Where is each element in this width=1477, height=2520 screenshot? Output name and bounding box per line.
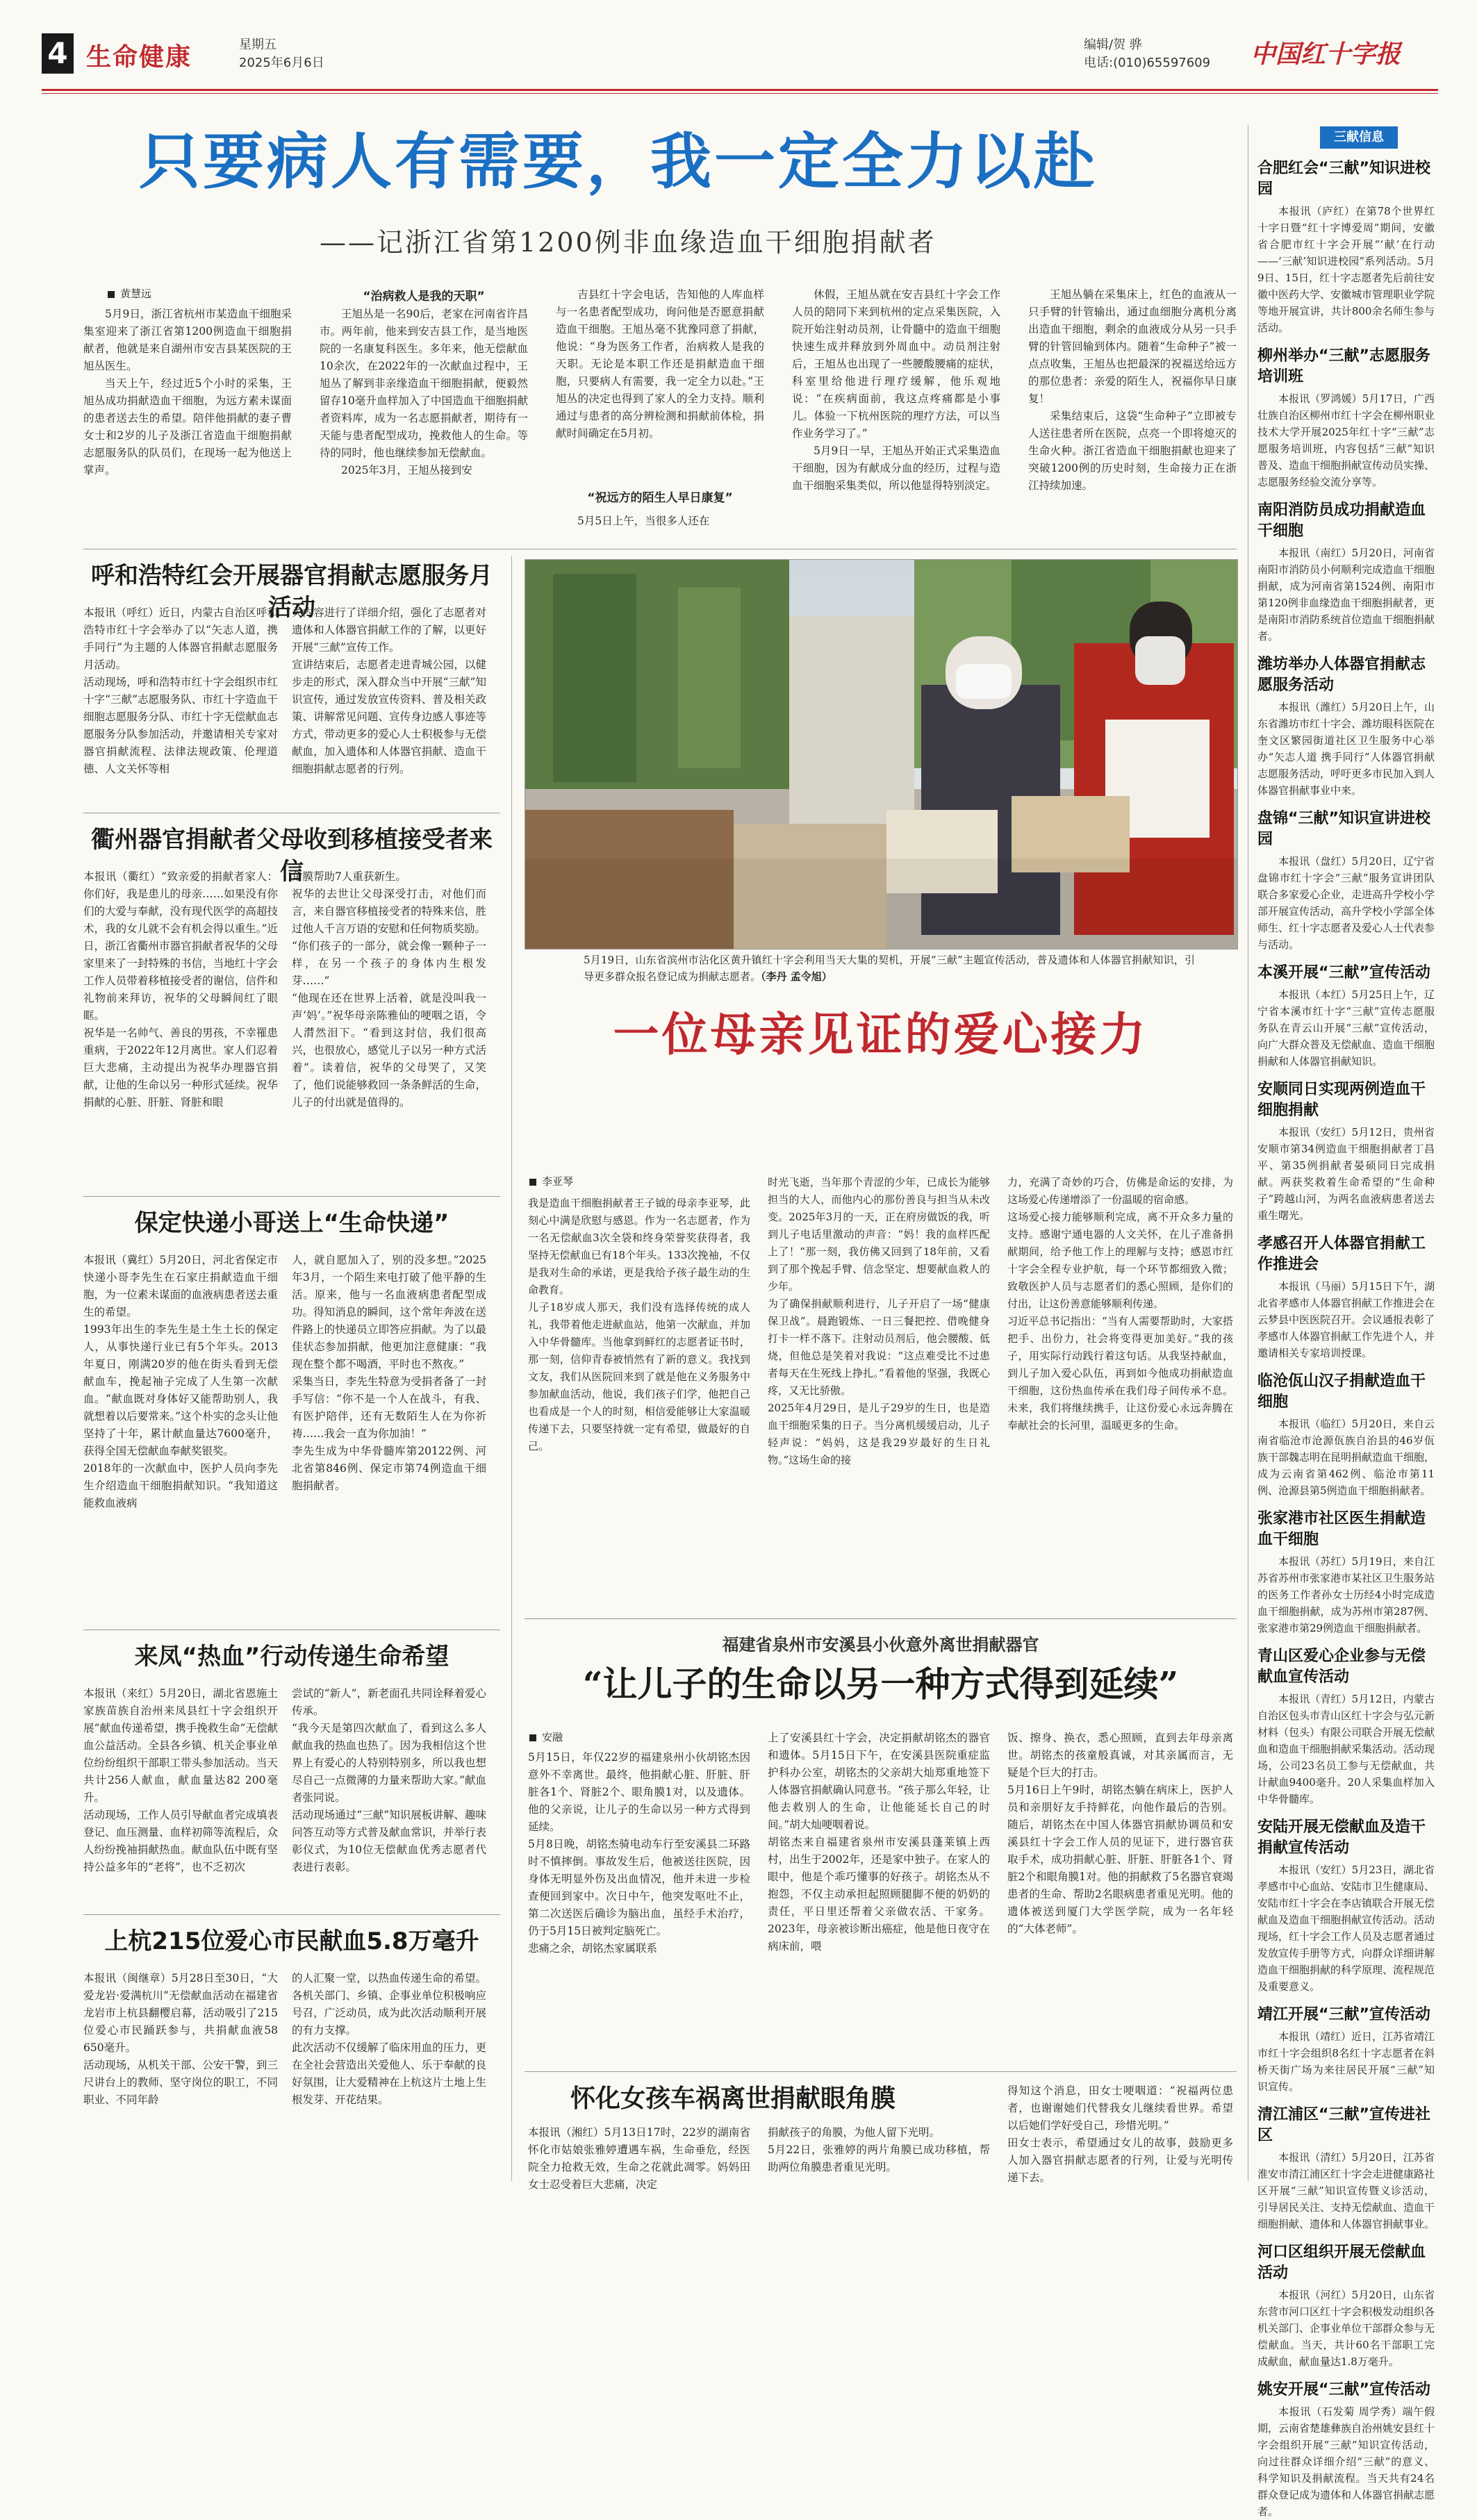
jiaomo-title: 怀化女孩车祸离世捐献眼角膜 [570, 2084, 896, 2113]
sidebar-item: 潍坊举办人体器官捐献志愿服务活动 本报讯（潍红）5月20日上午，山东省潍坊市红十字会、潍坊眼科医院在奎文区繁园街道社区卫生服务中心举办“矢志人道 携手同行”人体器官捐献志愿服务活动，呼吁更多市民加入到人体器官捐献事业中来。 [1257, 656, 1435, 797]
sidebar-item: 柳州举办“三献”志愿服务培训班 本报讯（罗鸿媛）5月17日，广西壮族自治区柳州市红十字会在柳州职业技术大学开展2025年红十字“三献”志愿服务培训班，内容包括“三献”知识普及、造血干细胞捐献宣传动员实操、志愿服务经验交流分享等。 [1257, 347, 1435, 488]
sidebar-news [1257, 154, 1435, 2518]
quzhou-col1: 本报讯（衢红）“致亲爱的捐献者家人：你们好，我是患儿的母亲……如果没有你们的大爱与奉献，没有现代医学的高超技术，我的女儿就不会有机会得以重生。”近日，浙江省衢州市器官捐献者祝华的父母家里来了一封特殊的书信，当地红十字会工作人员带着移植接受者的谢信，信件和礼物前来拜访，祝华的父母瞬间红了眼眶。 祝华是一名帅气、善良的男孩，不幸罹患重病，于2022年12月离世。家人们忍着巨大悲痛，主动提出为祝华办理器官捐献，让他的生命以另一种形式延续。祝华捐献的心脏、肝脏、肾脏和眼 [83, 870, 278, 1109]
jiaomo-col3: 得知这个消息，田女士哽咽道：“祝福两位患者，也谢谢她们代替我女儿继续看世界。希望以后她们学好受自己，珍惜光明。” 田女士表示，希望通过女儿的故事，鼓励更多人加入器官捐献志愿者的行列，让爱与光明传递下去。 [1007, 2084, 1233, 2184]
sidebar-item: 南阳消防员成功捐献造血干细胞 本报讯（南红）5月20日，河南省南阳市消防员小何顺利完成造血干细胞捐献，成为河南省第1524例、南阳市第120例非血缘造血干细胞捐献者，更是南阳市消防系统首位造血干细胞捐献者。 [1257, 501, 1435, 643]
lead-col1: 5月9日，浙江省杭州市某造血干细胞采集室迎来了浙江省第1200例造血干细胞捐献者，他就是来自湖州市安吉县某医院的王旭丛医生。 当天上午，经过近5个小时的采集，王旭丛成功捐献造血干细胞，为远方素未谋面的患者送去生的希望。陪伴他捐献的妻子曹女士和2岁的儿子及浙江省造血干细胞捐献志愿服务队的队员们，在现场一起为他送上掌声。 [83, 308, 292, 476]
sidebar-item: 本溪开展“三献”宣传活动 本报讯（本红）5月25日上午，辽宁省本溪市红十字“三献”宣传志愿服务队在青云山开展“三献”宣传活动，向广大群众普及无偿献血、造血干细胞捐献和人体器官捐献知识。 [1257, 964, 1435, 1068]
header-date: 2025年6月6日 [239, 56, 324, 70]
jieli-col2: 时光飞逝，当年那个青涩的少年，已成长为能够担当的大人，而他内心的那份善良与担当从未改变。2025年3月的一天，正在府房做饭的我，听到儿子电话里激动的声音：“妈！我的血样匹配上了！”那一刻，我仿佛又回到了18年前，又看到了那个挽起手臂、信念坚定、想要献血救人的少年。 为了确保捐献顺利进行，儿子开启了一场“健康保卫战”。晨跑锻炼、一日三餐把控、借晚健身打卡一样不落下。注射动员剂后，他会腰酸、低烧，但他总是笑着对我说：“这点难受比不过患者每天在生死线上挣扎。”看着他的坚强，我既心疼，又无比骄傲。 2025年4月29日，是儿子29岁的生日，也是造血干细胞采集的日子。当分离机缓缓启动，儿子轻声说：“妈妈，这是我29岁最好的生日礼物。”这场生命的接 [768, 1176, 990, 1466]
sidebar-item: 张家港市社区医生捐献造血干细胞 本报讯（苏红）5月19日，来自江苏省苏州市张家港市某社区卫生服务站的医务工作者孙女士历经4小时完成造血干细胞捐献，成为苏州市第287例、张家港市第29例造血干细胞捐献者。 [1257, 1510, 1435, 1634]
kuaidi-col2: 人，就自愿加入了，别的没多想。”2025年3月，一个陌生来电打破了他平静的生活。原来，他与一名血液病患者配型成功。得知消息的瞬间，这个常年奔波在送件路上的快递员立即答应捐献。为了以最佳状态参加捐献，他更加注意健康：“我现在整个都不喝酒，平时也不熬夜。” 采集当日，李先生特意为受捐者备了一封手写信：“你不是一个人在战斗，有我、有医护陪伴，还有无数陌生人在为你祈祷……我会一直为你加油！” 李先生成为中华骨髓库第20122例、河北省第846例、保定市第74例造血干细胞捐献者。 [292, 1254, 486, 1492]
byline-square-icon [529, 1179, 536, 1186]
anxi-col2: 上了安溪县红十字会，决定捐献胡铭杰的器官和遗体。5月15日下午，在安溪县医院重症监护科办公室，胡铭杰的父亲胡大灿郑重地签下人体器官捐献确认同意书。“孩子那么年轻，让他去救别人的生命，让他能延长自己的时间。”胡大灿哽咽着说。 胡铭杰来自福建省泉州市安溪县蓬莱镇上西村，出生于2002年，还是家中独子。在家人的眼中，他是个乖巧懂事的好孩子。胡铭杰从不抱怨，不仅主动承担起照顾腿脚不便的奶奶的责任，平日里还帮着父亲做农活、干家务。2023年，母亲被诊断出癌症，他是他日夜守在病床前，喂 [768, 1732, 990, 1953]
newspaper-logo: 中国红十字报 [1251, 40, 1401, 69]
header-phone: 电话:(010)65597609 [1084, 56, 1211, 70]
lead-col2: 王旭丛是一名90后，老家在河南省许昌市。两年前，他来到安吉县工作，是当地医院的一名康复科医生。多年来，他无偿献血10余次，在2022年的一次献血过程中，王旭丛了解到非亲缘造血干细胞捐献，便毅然留存10毫升血样加入了中国造血干细胞捐献者资料库，成为一名志愿捐献者，期待有一天能与患者配型成功，挽救他人的生命。等待的同时，他也继续参加无偿献血。 2025年3月，王旭丛接到安 [320, 308, 528, 476]
byline-square-icon [529, 1734, 536, 1741]
header-weekday: 星期五 [239, 38, 277, 52]
anxi-title: “让儿子的生命以另一种方式得到延续” [582, 1664, 1179, 1705]
sidebar-item: 临沧佤山汉子捐献造血干细胞 本报讯（临红）5月20日，来自云南省临沧市沧源佤族自治县的46岁佤族干部魏志明在昆明捐献造血干细胞，成为云南省第462例、临沧市第11例、沧源县第5例造血干细胞捐献者。 [1257, 1373, 1435, 1497]
anxi-col3: 饭、擦身、换衣，悉心照顾，直到去年母亲离世。胡铭杰的孩童般真诚，对其亲属而言，无疑是个巨大的打击。 5月16日上午9时，胡铭杰躺在病床上，医护人员和亲朋好友手持鲜花，向他作最后的告别。随后，胡铭杰在中国人体器官捐献协调员和安溪县红十字会工作人员的见证下，进行器官获取手术，成功捐献心脏、肝脏、肝脏各1个、肾脏2个和眼角膜1对。他的捐献救了5名器官衰竭患者的生命、帮助2名眼病患者重见光明。他的遗体被送到厦门大学医学院，成为一名年轻的“大体老师”。 [1007, 1732, 1233, 1935]
jieli-title: 一位母亲见证的爱心接力 [613, 1008, 1148, 1061]
huhehaote-title: 呼和浩特红会开展器官捐献志愿服务月活动 [91, 562, 493, 622]
huhehaote-col2: 关内容进行了详细介绍，强化了志愿者对遗体和人体器官捐献工作的了解，以更好开展“三献”宣传工作。 宣讲结束后，志愿者走进青城公园，以健步走的形式，深入群众当中开展“三献”知识宣传，通过发放宣传资料、普及相关政策、讲解常见问题、宣传身边感人事迹等方式，带动更多的爱心人士积极参与无偿献血，加入遗体和人体器官捐献、造血干细胞捐献志愿者的行列。 [292, 606, 486, 775]
sidebar-item: 孝感召开人体器官捐献工作推进会 本报讯（马丽）5月15日下午，湖北省孝感市人体器官捐献工作推进会在云梦县中医医院召开。会议通报表彰了孝感市人体器官捐献工作先进个人，并邀请相关专家培训授课。 [1257, 1235, 1435, 1359]
jieli-col3: 力，充满了奇妙的巧合，仿佛是命运的安排，为这场爱心传递增添了一份温暖的宿命感。 这场爱心接力能够顺利完成，离不开众多力量的支持。感谢宁通电器的人文关怀，在儿子准备捐献期间，给予他工作上的理解与支持；感恩市红十字会全程专业护航，每一个环节都细致入微；致敬医护人员与志愿者们的悉心照顾，是你们的付出，让这份善意能够顺利传递。 习近平总书记指出：“当有人需要帮助时，大家搭把手、出份力，社会将变得更加美好。”我的孩子，用实际行动践行着这句话。从我坚持献血，到儿子加入爱心队伍，再到如今他成功捐献造血干细胞，这份热血传承在我们母子间传承不息。未来，我们将继续携手，让这份爱心永远奔腾在奉献社会的长河里，温暖更多的生命。 [1007, 1176, 1233, 1432]
sidebar-item: 河口区组织开展无偿献血活动 本报讯（河红）5月20日，山东省东营市河口区红十字会积极发动组织各机关部门、企事业单位干部群众参与无偿献血。当天，共计60名干部职工完成献血，献血量达1.8万毫升。 [1257, 2244, 1435, 2368]
shangrao-col2: 的人汇聚一堂，以热血传递生命的希望。各机关部门、乡镇、企事业单位积极响应号召，广泛动员，成为此次活动顺利开展的有力支撑。 此次活动不仅缓解了临床用血的压力，更在全社会营造出关爱他人、乐于奉献的良好氛围，让大爱精神在上杭这片土地上生根发芽、开花结果。 [292, 1972, 486, 2106]
page-header [42, 28, 1438, 83]
page-number: 4 [42, 33, 74, 74]
street-campaign-photo [525, 560, 1237, 949]
quzhou-title: 衢州器官捐献者父母收到移植接受者来信 [91, 826, 493, 886]
lead-col2-heading: “治病救人是我的天职” [363, 290, 485, 304]
header-editor: 编辑/贺 骅 [1084, 38, 1142, 52]
jieli-col1: 我是造血干细胞捐献者王子钺的母亲李亚琴，此刻心中满是欣慰与感恩。作为一名志愿者，作为一名无偿献血3次全袋和终身荣誉奖获得者，我坚持无偿献血已有18个年头。133次挽袖，不仅是我对生命的承诺，更是我给予孩子最生动的生命教育。 儿子18岁成人那天，我们没有选择传统的成人礼，我带着他走进献血站，他第一次献血，并加入中华骨髓库。当他拿到鲜红的志愿者证书时，那一刻，信仰青春被悄然有了新的意义。我找到文友，我们从医院回来到了就是他在义务服务中参加献血活动，他说，我们孩子们学，他把自己也看成是一个人的时刻，相信爱能够让大家温暖传递下去，只要坚持就一定有希望，做最好的自己。 [528, 1197, 750, 1452]
lead-subtitle: ——记浙江省第1200例非血缘造血干细胞捐献者 [320, 227, 936, 258]
sidebar-item: 盘锦“三献”知识宣讲进校园 本报讯（盘红）5月20日，辽宁省盘锦市红十字会“三献”服务宣讲团队联合多家爱心企业，走进高升学校小学部开展宣传活动，高升学校小学部全体师生、红十字志愿者及爱心人士代表参与活动。 [1257, 810, 1435, 951]
lead-author: 黄慧远 [108, 286, 151, 301]
huhehaote-col1: 本报讯（呼红）近日，内蒙古自治区呼和浩特市红十字会举办了以“矢志人道，携手同行”为主题的人体器官捐献志愿服务月活动。 活动现场，呼和浩特市红十字会组织市红十字“三献”志愿服务队、市红十字造血干细胞志愿服务分队、市红十字无偿献血志愿服务分队参加活动，并邀请相关专家对器官捐献流程、法律法规政策、伦理道德、人文关怀等相 [83, 606, 278, 775]
jiaomo-col1: 本报讯（湘红）5月13日17时，22岁的湖南省怀化市姑娘张雅婷遭遇车祸，生命垂危，经医院全力抢救无效，生命之花就此凋零。妈妈田女士忍受着巨大悲痛，决定 [528, 2126, 750, 2191]
anxi-author: 安融 [529, 1730, 563, 1744]
section-name: 生命健康 [86, 43, 192, 72]
lead-col4: 休假，王旭丛就在安吉县红十字会工作人员的陪同下来到杭州的定点采集医院，入院开始注射动员剂，让骨髓中的造血干细胞快速生成并释放到外周血中。动员剂注射后，王旭丛也出现了一些腰酸腰痛的症状，科室里给他进行理疗缓解，他乐观地说：“在疾病面前，我这点疼痛都是小事儿。体验一下杭州医院的理疗方法，可以当作业务学习了。” 5月9日一早，王旭丛开始正式采集造血干细胞，因为有献成分血的经历，过程与造血干细胞采集类似，所以他显得特别淡定。 [792, 288, 1000, 492]
lead-col3-heading: “祝远方的陌生人早日康复” [587, 491, 733, 505]
rexue-col2: 尝试的“新人”，新老面孔共同诠释着爱心传承。 “我今天是第四次献血了，看到这么多人献血我的热血也热了。因为我相信这个世界上有爱心的人特别特别多，所以我也想尽自己一点微薄的力量来帮助大家。”献血者张同说。 活动现场通过“三献”知识展板讲解、趣味问答互动等方式普及献血常识，并举行表彰仪式，为10位无偿献血优秀志愿者代表进行表彰。 [292, 1687, 486, 1873]
anxi-kicker: 福建省泉州市安溪县小伙意外离世捐献器官 [722, 1635, 1039, 1655]
sidebar-item: 靖江开展“三献”宣传活动 本报讯（靖红）近日，江苏省靖江市红十字会组织8名红十字志愿者在斜桥天街广场为来往居民开展“三献”知识宣传。 [1257, 2006, 1435, 2093]
shangrao-col1: 本报讯（闽继章）5月28日至30日，“大爱龙岩·爱满杭川”无偿献血活动在福建省龙岩市上杭县翻樱启幕，活动吸引了215位爱心市民踊跃参与，共捐献血液58 650毫升。 活动现场，从机关干部、公安干警，到三尺讲台上的教师、坚守岗位的职工，不同职业、不同年龄 [83, 1972, 278, 2106]
sidebar-item: 安陆开展无偿献血及造干捐献宣传活动 本报讯（安红）5月23日，湖北省孝感市中心血站、安陆市卫生健康局、安陆市红十字会在李店镇联合开展无偿献血及造血干细胞捐献宣传活动。活动现场，红十字会工作人员及志愿者通过发放宣传手册等方式，向群众详细讲解造血干细胞捐献的科学原理、流程规范及重要意义。 [1257, 1818, 1435, 1993]
anxi-col1: 5月15日，年仅22岁的福建泉州小伙胡铭杰因意外不幸离世。最终，他捐献心脏、肝脏、肝脏各1个、肾脏2个、眼角膜1对，以及遗体。他的父亲说，让儿子的生命以另一种方式得到延续。 5月8日晚，胡铭杰骑电动车行至安溪县二环路时不慎摔倒。事故发生后，他被送往医院，因身体无明显外伤及出血情况，他并未进一步检查便回到家中。次日中午，他突发呕吐不止，第二次送医后确诊为脑出血，虽经手术治疗，仍于5月15日被判定脑死亡。 悲痛之余，胡铭杰家属联系 [528, 1751, 750, 1955]
kuaidi-col1: 本报讯（冀红）5月20日，河北省保定市快递小哥李先生在石家庄捐献造血干细胞，为一位素未谋面的血液病患者送去重生的希望。 1993年出生的李先生是土生土长的保定人，从事快递行业已有5个年头。2013年夏日，刚满20岁的他在街头看到无偿献血车，挽起袖子完成了人生第一次献血。“献血既对身体好又能帮助别人，我就想着以后要常来。”这个朴实的念头让他坚持了十年，累计献血量达7600毫升，获得全国无偿献血奉献奖银奖。 2018年的一次献血中，医护人员向李先生介绍造血干细胞捐献知识。“我知道这能救血液病 [83, 1254, 278, 1509]
sidebar-item: 姚安开展“三献”宣传活动 本报讯（石发菊 周学秀）端午假期，云南省楚雄彝族自治州姚安县红十字会组织开展“三献”知识宣传活动，向过往群众详细介绍“三献”的意义、科学知识及捐献流程。当天共有24名群众登记成为遗体和人体器官捐献志愿者。 [1257, 2381, 1435, 2518]
rexue-title: 来凤“热血”行动传递生命希望 [134, 1643, 449, 1671]
sidebar-item: 清江浦区“三献”宣传进社区 本报讯（清红）5月20日，江苏省淮安市清江浦区红十字会走进健康路社区开展“三献”知识宣传暨义诊活动，引导居民关注、支持无偿献血、造血干细胞捐献、遗体和人体器官捐献事业。 [1257, 2106, 1435, 2230]
news-photo [525, 559, 1238, 950]
sidebar-heading: 三献信息 [1320, 126, 1398, 149]
rexue-col1: 本报讯（来红）5月20日，湖北省恩施土家族苗族自治州来凤县红十字会组织开展“献血传递希望，携手挽救生命”无偿献血公益活动。全县各乡镇、机关企事业单位纷纷组织干部职工带头参加活动。当天共计256人献血，献血量达82 200毫升。 活动现场，工作人员引导献血者完成填表登记、血压测量、血样初筛等流程后，众人纷纷挽袖捐献热血。献血队伍中既有坚持公益多年的“老将”，也不乏初次 [83, 1687, 278, 1873]
shangrao-title: 上杭215位爱心市民献血5.8万毫升 [104, 1928, 479, 1955]
kuaidi-title: 保定快递小哥送上“生命快递” [134, 1209, 449, 1237]
jiaomo-col2: 捐献孩子的角膜，为他人留下光明。 5月22日，张雅婷的两片角膜已成功移植，帮助两位角膜患者重见光明。 [768, 2126, 990, 2173]
photo-caption: 5月19日，山东省滨州市沾化区黄升镇红十字会利用当天大集的契机，开展“三献”主题宣传活动，普及遗体和人体器官捐献知识，引导更多群众报名登记成为捐献志愿者。（李丹 孟令旭） [584, 954, 1195, 983]
lead-col5: 王旭丛躺在采集床上，红色的血液从一只手臂的针管输出，通过血细胞分离机分离出造血干细胞，剩余的血液成分从另一只手臂的针管回输到体内。随着“生命种子”被一点点收集，王旭丛也把最深的祝福送给远方的那位患者：亲爱的陌生人，祝福你早日康复！ 采集结束后，这袋“生命种子”立即被专人送往患者所在医院，点亮一个即将熄灭的生命火种。浙江省造血干细胞捐献也迎来了突破1200例的历史时刻，生命接力正在浙江持续加速。 [1028, 288, 1237, 492]
sidebar-item: 青山区爱心企业参与无偿献血宣传活动 本报讯（青红）5月12日，内蒙古自治区包头市青山区红十字会与弘元新材料（包头）有限公司联合开展无偿献血和造血干细胞捐献采集活动。活动现场，公司23名员工参与无偿献血，共计献血9400毫升。20人采集血样加入中华骨髓库。 [1257, 1648, 1435, 1805]
quzhou-col2: 角膜帮助7人重获新生。 祝华的去世让父母深受打击，对他们而言，来自器官移植接受者的特殊来信，胜过他人千言万语的安慰和任何物质奖励。 “你们孩子的一部分，就会像一颗种子一样，在另一个孩子的身体内生根发芽……” “他现在还在世界上活着，就是没叫我一声‘妈’。”祝华母亲陈雅仙的哽咽之语，令人潸然泪下。“看到这封信，我们很高兴，也很放心，感觉儿子以另一种方式活着”。读着信，祝华的父母哭了，又笑了，他们说能够救回一条条鲜活的生命，儿子的付出就是值得的。 [292, 870, 486, 1109]
jieli-author: 李亚琴 [529, 1174, 573, 1188]
lead-col3b: 5月5日上午，当很多人还在 [577, 515, 710, 527]
lead-col3: 吉县红十字会电话，告知他的人库血样与一名患者配型成功，询问他是否愿意捐献造血干细胞。王旭丛毫不犹豫同意了捐献，他说：“身为医务工作者，治病救人是我的天职。无论是本职工作还是捐献造血干细胞，只要病人有需要，我一定全力以赴。”王旭丛的决定也得到了家人的全力支持。顺利通过与患者的高分辨检测和捐献前体检，捐献时间确定在5月初。 [556, 288, 764, 440]
byline-square-icon [108, 291, 115, 298]
sidebar-item: 合肥红会“三献”知识进校园 本报讯（庐红）在第78个世界红十字日暨“红十字博爱周”期间，安徽省合肥市红十字会开展“‘献’在行动——‘三献’知识进校园”系列活动。5月9日、15日，红十字志愿者先后前往安徽中医药大学、安徽城市管理职业学院等地开展宣讲，共计800余名师生参与活动。 [1257, 160, 1435, 334]
sidebar-item: 安顺同日实现两例造血干细胞捐献 本报讯（安红）5月12日，贵州省安顺市第34例造血干细胞捐献者丁昌平、第35例捐献者晏硕同日完成捐献。两获奖救着生命希望的“生命种子”跨越山河，为两名血液病患者送去重生曙光。 [1257, 1081, 1435, 1222]
lead-title: 只要病人有需要，我一定全力以赴 [139, 126, 1098, 197]
